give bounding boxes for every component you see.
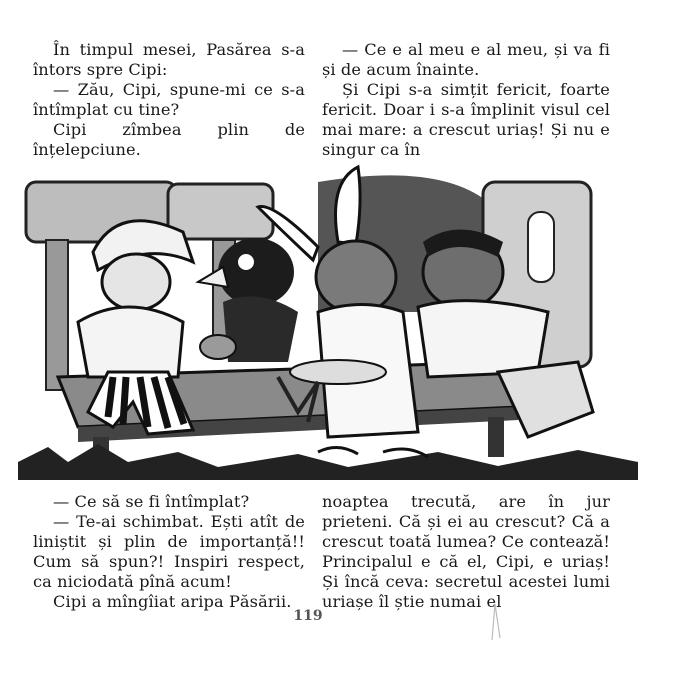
pencil-mark-icon — [480, 602, 510, 642]
page-number: 119 — [293, 608, 323, 624]
paragraph: În timpul mesei, Pasărea s-a întors spre Cipi: — [33, 40, 305, 79]
paragraph: — Zău, Cipi, spune-mi ce s-a întîmplat cu tine? — [33, 80, 305, 119]
text-column-top-left — [33, 40, 305, 160]
text-column-top-right — [322, 40, 610, 160]
paragraph: noaptea trecută, are în jur prieteni. Că și ei au crescut? Că a crescut toată lumea? Ce contează! Principalul e că el, Cipi, e uriaș! Și încă ceva: secretul acestei lumi uriașe îl știe numai el — [322, 492, 610, 611]
paragraph: — Te-ai schimbat. Ești atît de liniștit și plin de importanță!! Cum să spun?! Inspiri respect, ca niciodată pînă acum! — [33, 512, 305, 591]
paragraph: — Ce să se fi întîmplat? — [53, 492, 250, 511]
paragraph: — Ce e al meu e al meu, și va fi și de acum înainte. — [322, 40, 610, 79]
illustration-characters-at-table — [18, 162, 638, 480]
text-column-bottom-left — [33, 492, 305, 612]
paragraph: Cipi a mîngîiat aripa Păsării. — [53, 592, 292, 611]
paragraph: Cipi zîmbea plin de înțelepciune. — [33, 120, 305, 159]
paragraph: Și Cipi s-a simțit fericit, foarte fericit. Doar i s-a împlinit visul cel mai mare: a crescut uriaș! Și nu e singur ca în — [322, 80, 610, 159]
text-column-bottom-right — [322, 492, 610, 612]
